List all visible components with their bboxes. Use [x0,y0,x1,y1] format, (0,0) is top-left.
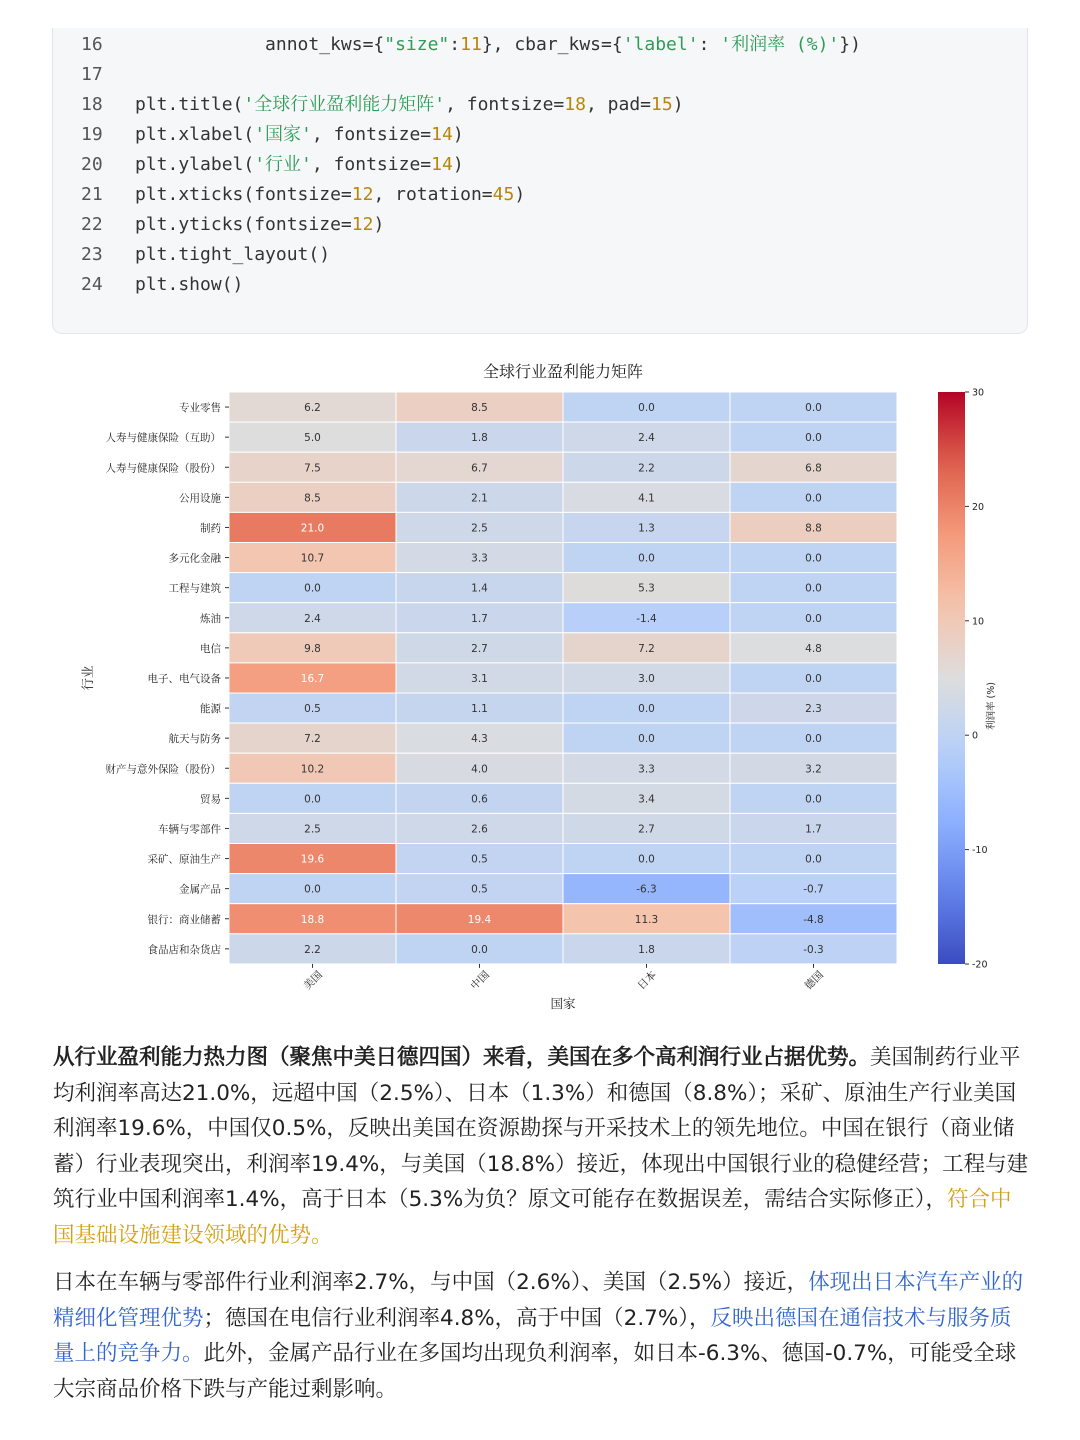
code-token: ) [452,154,464,175]
cell-value-label: 2.2 [304,943,321,956]
code-token: plt.yticks(fontsize= [135,214,352,235]
code-token: 18 [564,94,586,115]
code-token: plt.xlabel( [135,124,255,145]
code-text [135,270,243,300]
line-number: 16 [81,34,103,55]
cell-value-label: -0.3 [803,943,824,956]
cell-value-label: 0.0 [805,582,822,595]
code-token: plt.show() [135,274,244,295]
text-segment: 此外，金属产品行业在多国均出现负利润率，如日本-6.3%、德国-0.7%，可能受全球大宗商品价格下跌与产能过剩影响。 [53,1341,1017,1402]
y-tick-label: 公用设施 [179,492,221,505]
cell-value-label: 3.2 [805,763,822,776]
code-token: 14 [431,124,453,145]
x-tick-label: 德国 [802,968,826,993]
code-text [135,120,464,150]
cell-value-label: 2.2 [638,462,655,475]
code-text [135,240,330,270]
x-tick-label: 日本 [635,968,659,993]
cell-value-label: 4.3 [471,733,488,746]
code-token: 12 [351,214,374,235]
cell-value-label: 2.3 [805,703,822,716]
code-token: 45 [492,184,515,205]
cell-value-label: 8.5 [304,492,321,505]
line-number: 21 [81,184,103,205]
line-number: 19 [81,124,103,145]
cell-value-label: 0.0 [638,402,655,415]
cell-value-label: 2.5 [471,522,488,535]
chart-title: 全球行业盈利能力矩阵 [482,362,644,381]
code-text [135,150,464,180]
cell-value-label: 0.0 [805,402,822,415]
cell-value-label: 21.0 [300,522,325,535]
cell-value-label: 0.0 [805,612,822,625]
x-tick-label: 美国 [301,968,325,993]
cell-value-label: 19.6 [300,853,325,866]
y-tick-label: 贸易 [200,793,221,806]
code-token: plt.xticks(fontsize= [135,184,352,205]
cell-value-label: 0.0 [805,552,822,565]
y-tick-label: 多元化金融 [168,552,221,565]
code-token: '全球行业盈利能力矩阵' [243,94,446,115]
cell-value-label: 5.3 [638,582,655,595]
colorbar-tick-label: 0 [972,730,979,742]
cell-value-label: 1.4 [471,582,488,595]
cell-value-label: 0.5 [304,703,321,716]
cell-value-label: 10.7 [300,552,325,565]
cell-value-label: 4.1 [638,492,655,505]
code-text [135,180,525,210]
y-tick-label: 电信 [200,642,221,655]
cell-value-label: 0.0 [638,733,655,746]
text-segment: ；德国在电信行业利润率4.8%，高于中国（2.7%）， [203,1305,711,1331]
code-token: 12 [351,184,374,205]
cell-value-label: 4.8 [805,642,822,655]
code-token: annot_kws={ [135,34,385,55]
text-segment: 美国制药行业平均利润率高达21.0%，远超中国（2.5%）、日本（1.3%）和德国（8.8%）；采矿、原油生产行业美国利润率19.6%，中国仅0.5%，反映出美国在资源勘探与开采技术上的领先地位。中国在银行（商业储蓄）行业表现突出，利润率19.4%，与美国（18.8%）接近，体现出中国银行业的稳健经营；工程与建筑行业中国利润率1.4%，高于日本（5.3%为负？原文可能存在数据误差，需结合实际修正）， [53,1045,1029,1212]
cell-value-label: 2.5 [304,823,321,836]
code-token: , fontsize= [311,124,432,145]
analysis-paragraph-1 [53,1040,1031,1253]
code-token: ) [514,184,526,205]
line-number: 17 [81,64,103,85]
cell-value-label: 1.1 [471,703,488,716]
code-token: , fontsize= [311,154,432,175]
cell-value-label: 0.0 [805,733,822,746]
cell-value-label: 3.1 [471,672,488,685]
cell-value-label: 1.7 [471,612,488,625]
text-segment: 体现出日本汽车产业的精细化管理优势 [53,1270,1024,1331]
cell-value-label: 3.3 [471,552,488,565]
cell-value-label: 2.7 [471,642,488,655]
cell-value-label: 0.0 [304,793,321,806]
code-token: }) [839,34,861,55]
text-segment: 反映出德国在通信技术与服务质量上的竞争力。 [53,1305,1012,1366]
y-tick-label: 采矿、原油生产 [147,853,221,866]
y-tick-label: 人寿与健康保险（互助） [105,432,221,445]
cell-value-label: 3.3 [638,763,655,776]
line-number: 24 [81,274,103,295]
y-tick-label: 工程与建筑 [168,582,221,595]
y-tick-label: 银行：商业储蓄 [147,913,221,926]
code-token: 'label' [622,34,699,55]
y-tick-label: 人寿与健康保险（股份） [105,462,221,475]
cell-value-label: 0.0 [805,492,822,505]
cell-value-label: 19.4 [467,913,492,926]
code-token: 15 [651,94,673,115]
cell-value-label: 7.2 [304,733,321,746]
code-token: , pad= [585,94,651,115]
cell-value-label: 1.8 [471,432,488,445]
cell-value-label: 2.6 [471,823,488,836]
cell-value-label: 6.7 [471,462,488,475]
line-number: 22 [81,214,103,235]
colorbar-label: 利润率 (%) [986,682,997,730]
code-token: plt.ylabel( [135,154,255,175]
code-token: '利润率 (%)' [720,34,840,55]
cell-value-label: -0.7 [803,883,824,896]
colorbar-tick-label: 30 [972,387,985,399]
y-axis-label: 行业 [80,665,95,691]
cell-value-label: 9.8 [304,642,321,655]
colorbar-tick-label: -20 [972,959,988,971]
cell-value-label: -1.4 [636,612,657,625]
cell-value-label: 0.5 [471,883,488,896]
x-axis-label: 国家 [550,996,576,1011]
code-token: ) [452,124,464,145]
cell-value-label: 0.0 [805,793,822,806]
y-tick-label: 制药 [200,522,221,535]
cell-value-label: 2.4 [638,432,655,445]
cell-value-label: 4.0 [471,763,488,776]
cell-value-label: 0.0 [304,883,321,896]
code-token: ) [672,94,684,115]
cell-value-label: 18.8 [300,913,325,926]
cell-value-label: -4.8 [803,913,824,926]
cell-value-label: 7.5 [304,462,321,475]
cell-value-label: 2.7 [638,823,655,836]
y-tick-label: 航天与防务 [168,733,221,746]
code-text [135,30,861,60]
code-token: , rotation= [373,184,493,205]
y-tick-label: 车辆与零部件 [158,823,221,836]
cell-value-label: 0.0 [638,853,655,866]
cell-value-label: 0.0 [638,703,655,716]
line-number: 18 [81,94,103,115]
code-text [135,210,384,240]
cell-value-label: 1.7 [805,823,822,836]
cell-value-label: 3.4 [638,793,655,806]
cell-value-label: 1.3 [638,522,655,535]
code-block [52,28,1028,334]
colorbar-tick-label: 10 [972,616,985,628]
cell-value-label: 0.0 [638,552,655,565]
code-token: plt.tight_layout() [135,244,331,265]
y-tick-label: 炼油 [200,612,221,625]
code-token: : [698,34,721,55]
line-number: 20 [81,154,103,175]
cell-value-label: 0.0 [471,943,488,956]
code-token: 14 [431,154,453,175]
colorbar-tick-label: 20 [972,501,985,513]
analysis-paragraph-2 [53,1265,1031,1407]
code-token: "size" [384,34,450,55]
text-segment: 日本在车辆与零部件行业利润率2.7%，与中国（2.6%）、美国（2.5%）接近， [53,1270,809,1295]
code-token: '国家' [254,124,312,145]
colorbar-tick-label: -10 [972,845,988,857]
cell-value-label: 5.0 [304,432,321,445]
cell-value-label: 2.4 [304,612,321,625]
code-text [135,90,684,120]
code-token: }, cbar_kws={ [481,34,623,55]
cell-value-label: 1.8 [638,943,655,956]
cell-value-label: 8.8 [805,522,822,535]
cell-value-label: 6.2 [304,402,321,415]
cell-value-label: 6.8 [805,462,822,475]
cell-value-label: 0.6 [471,793,488,806]
code-token: plt.title( [135,94,244,115]
text-segment: 符合中国基础设施建设领域的优势。 [53,1187,1012,1248]
cell-value-label: 0.0 [304,582,321,595]
cell-value-label: 0.0 [805,672,822,685]
cell-value-label: 10.2 [300,763,325,776]
code-token: : [449,34,461,55]
y-tick-label: 食品店和杂货店 [147,943,221,956]
y-tick-label: 财产与意外保险（股份） [105,763,221,776]
cell-value-label: 3.0 [638,672,655,685]
cell-value-label: 11.3 [634,913,659,926]
code-token: '行业' [254,154,312,175]
cell-value-label: 0.0 [805,432,822,445]
y-tick-label: 金属产品 [179,883,221,896]
y-tick-label: 能源 [200,703,221,716]
code-token: 11 [460,34,482,55]
cell-value-label: 0.0 [805,853,822,866]
code-token: , fontsize= [445,94,565,115]
cell-value-label: -6.3 [636,883,657,896]
cell-value-label: 0.5 [471,853,488,866]
code-token: ) [373,214,385,235]
y-tick-label: 电子、电气设备 [147,672,221,685]
cell-value-label: 8.5 [471,402,488,415]
x-tick-label: 中国 [468,968,492,993]
heatmap-chart [60,350,1020,1020]
cell-value-label: 7.2 [638,642,655,655]
colorbar [938,392,965,964]
cell-value-label: 2.1 [471,492,488,505]
line-number: 23 [81,244,103,265]
text-segment: 从行业盈利能力热力图（聚焦中美日德四国）来看，美国在多个高利润行业占据优势。 [53,1045,871,1070]
y-tick-label: 专业零售 [179,402,221,415]
cell-value-label: 16.7 [300,672,325,685]
